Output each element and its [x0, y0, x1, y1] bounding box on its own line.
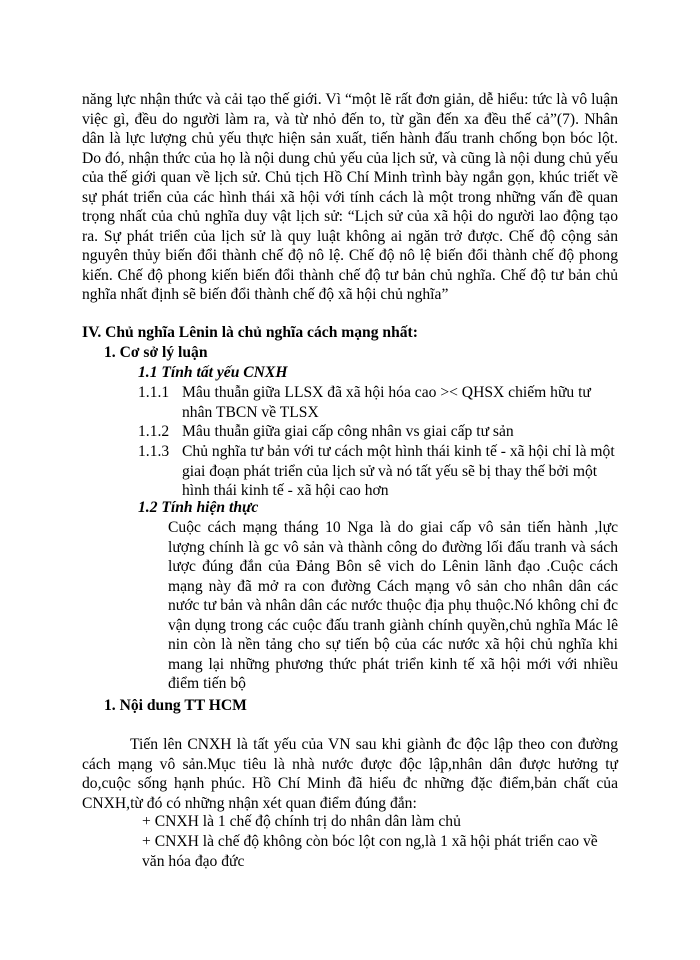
subsection-1-2-heading: 1.2 Tính hiện thực — [138, 499, 259, 516]
subsection-2-heading: 1. Nội dung TT HCM — [104, 697, 247, 714]
bullet-item: + CNXH là chế độ không còn bóc lột con ng,là 1 xã hội phát triển cao về văn hóa đạo đức — [142, 833, 598, 870]
subsection-1-heading: 1. Cơ sở lý luận — [104, 344, 208, 361]
intro-paragraph: năng lực nhận thức và cải tạo thế giới. Vì “một lẽ rất đơn giản, dễ hiểu: tức là vô luận việc gì, đều do người làm ra, và từ nhỏ đến to, từ gần đến xa đều thế cả”(7). Nhân dân là lực lượng chủ yếu thực hiện sản xuất, tiến hành đấu tranh chống bọn bóc lột. Do đó, nhận thức của họ là nội dung chủ yếu của lịch sử, và cũng là nội dung chủ yếu của thế giới quan về lịch sử. Chủ tịch Hồ Chí Minh trình bày ngắn gọn, khúc triết về sự phát triển của các hình thái xã hội với tính cách là một trong những vấn đề quan trọng nhất của chủ nghĩa duy vật lịch sử: “Lịch sử của xã hội do người lao động tạo ra. Sự phát triển của lịch sử là quy luật không ai ngăn trở được. Chế độ cộng sản nguyên thủy biến đổi thành chế độ nô lệ. Chế độ nô lệ biến đổi thành chế độ phong kiến. Chế độ phong kiến biến đổi thành chế độ tư bản chủ nghĩa. Chế độ tư bản chủ nghĩa nhất định sẽ biến đổi thành chế độ xã hội chủ nghĩa” — [82, 91, 618, 303]
reality-paragraph: Cuộc cách mạng tháng 10 Nga là do giai cấp vô sản tiến hành ,lực lượng chính là gc vô sản và thành công do đường lối đấu tranh và sách lược đúng đắn của Đảng Bôn sê vich do Lênin lãnh đạo .Cuộc cách mạng này đã mở ra con đường Cách mạng vô sản cho nhân dân các nước tư bản và nhân dân các nước thuộc địa phụ thuộc.Nó không chỉ đc vận dụng trong các cuộc đấu tranh giành chính quyền,chủ nghĩa Mác lê nin còn là nền tảng cho sự tiến bộ của các nước xã hội chủ nghĩa khi mang lại những phương thức phát triển kinh tế xã hội mới với nhiều điểm tiến bộ — [168, 519, 618, 692]
hcm-paragraph: Tiến lên CNXH là tất yếu của VN sau khi giành đc độc lập theo con đường cách mạng vô sản.Mục tiêu là nhà nước được độc lập,nhân dân được hưởng tự do,cuộc sống hạnh phúc. Hồ Chí Minh đã hiểu đc những đặc điểm,bản chất của CNXH,từ đó có những nhận xét quan điểm đúng đắn: — [82, 736, 618, 812]
list-item-number: 1.1.1 — [138, 384, 170, 401]
list-item-number: 1.1.2 — [138, 423, 170, 440]
list-item-text: Chủ nghĩa tư bản với tư cách một hình thái kinh tế - xã hội chỉ là một giai đoạn phát triển của lịch sử và nó tất yếu sẽ bị thay thế bởi một hình thái kinh tế - xã hội cao hơn — [182, 443, 615, 499]
list-item-number: 1.1.3 — [138, 443, 170, 460]
list-item-text: Mâu thuẫn giữa giai cấp công nhân vs giai cấp tư sản — [182, 423, 514, 440]
subsection-1-1-heading: 1.1 Tính tất yếu CNXH — [138, 364, 288, 381]
bullet-item: + CNXH là 1 chế độ chính trị do nhân dân làm chủ — [142, 813, 461, 830]
section-iv-heading: IV. Chủ nghĩa Lênin là chủ nghĩa cách mạng nhất: — [82, 324, 418, 341]
list-item-text: Mâu thuẫn giữa LLSX đã xã hội hóa cao >< QHSX chiếm hữu tư nhân TBCN về TLSX — [182, 384, 591, 421]
